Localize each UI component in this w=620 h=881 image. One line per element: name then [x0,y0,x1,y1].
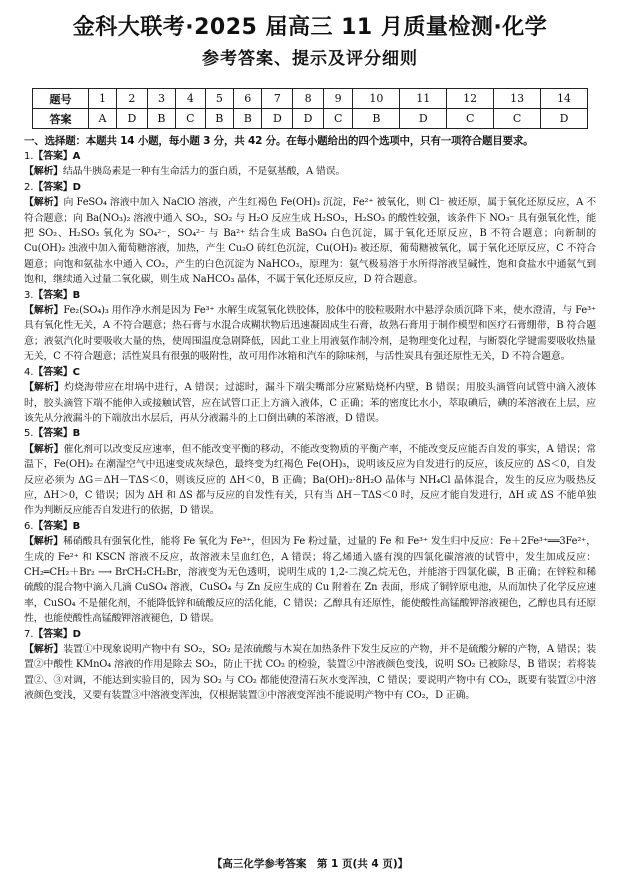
page-title: 金科大联考·2025 届高三 11 月质量检测·化学 [72,15,548,40]
question-number-cell: 14 [541,89,588,109]
answer-label: 【答案】D [33,181,81,193]
analysis-tag: 【解析】 [24,197,64,209]
row-label-answer: 答案 [33,109,89,129]
answer-cell: A [89,109,117,129]
analysis-paragraph [24,303,596,365]
analysis-paragraph [24,195,596,287]
analysis-paragraph [24,380,596,426]
question-number-cell: 6 [234,89,262,109]
answer-cell: D [116,109,147,129]
answer-cell: D [293,109,324,129]
question-number-cell: 5 [205,89,233,109]
question-block [24,288,596,365]
analysis-paragraph [24,642,596,704]
analysis-paragraph [24,534,596,626]
analysis-tag: 【解析】 [24,305,64,317]
answer-cell: D [541,109,588,129]
answer-cell: B [353,109,400,129]
question-number: 5. [24,428,34,440]
answer-table-number-row [33,89,588,109]
analysis-tag: 【解析】 [24,644,64,655]
question-number-cell: 3 [147,89,175,109]
question-number: 3. [24,289,34,301]
question-block [24,149,596,180]
answer-cell: B [205,109,233,129]
answer-line [24,627,596,642]
analysis-text: Fe₂(SO₄)₃ 用作净水剂是因为 Fe³⁺ 水解生成氢氧化铁胶体，胶体中的胶粒吸附水中悬浮杂质沉降下来，使水澄清，与 Fe³⁺ 具有氧化性无关，A 不符合题意；热石膏与水混合成糊状物后迅速凝固成生石膏，故熟石膏用于制作模型和医疗石膏绷带，B 符合题意；液氨汽化时要吸收大量的热，使周围温度急剧降低，因此工业上用液氨作制冷剂，是物理变化过程，与断裂化学键需要吸收热量无关，C 不符合题意；活性炭具有很强的吸附性，故可用作冰箱和汽车的除味剂，与活性炭具有强还原性无关，D 不符合题意。 [24,305,596,363]
question-number: 1. [24,151,34,162]
question-number: 6. [24,520,34,532]
analysis-text: 催化剂可以改变反应速率，但不能改变平衡的移动，不能改变物质的平衡产率，不能改变反应能否自发的事实，A 错误；常温下，Fe(OH)₂ 在潮湿空气中迅速变成灰绿色，最终变为红褐色 Fe(OH)₃，说明该反应为自发进行的反应，该反应的 ΔS＜0，自发反应必须为 ΔG＝ΔH－TΔS＜0，则该反应的 ΔH＜0，B 正确；Ba(OH)₂·8H₂O 晶体与 NH₄Cl 晶体混合，发生的反应为吸热反应，ΔH＞0，C 错误；因为 ΔH 和 ΔS 都与反应的自发性有关，只有当 ΔH－TΔS＜0 时，反应才能自发进行，ΔH 或 ΔS 不能单独作为判断反应能否自发进行的依据，D 错误。 [24,443,597,517]
question-number-cell: 2 [116,89,147,109]
analysis-paragraph [24,164,596,179]
question-number: 4. [24,366,34,378]
answer-line [24,426,596,441]
answer-line [24,365,596,380]
analysis-text: 灼烧海带应在坩埚中进行，A 错误；过滤时，漏斗下端尖嘴部分应紧贴烧杯内壁，B 错误；用胶头滴管向试管中滴入液体时，胶头滴管下端不能伸入或接触试管，应在试管口正上方滴入液体，C 正确；苯的密度比水小，萃取碘后，碘的苯溶液在上层，应该先从分液漏斗的下端放出水层后，再从分液漏斗的上口倒出碘的苯溶液，D 错误。 [24,382,596,424]
answer-cell: C [494,109,541,129]
analysis-text: 稀硝酸具有强氧化性，能将 Fe 氧化为 Fe³⁺，但因为 Fe 粉过量，过量的 Fe 和 Fe³⁺ 发生归中反应：Fe＋2Fe³⁺══3Fe²⁺，生成的 Fe²⁺ 和 KSCN 溶液不反应，故溶液未呈血红色，A 错误；将乙烯通入盛有溴的四氯化碳溶液的试管中，发生加成反应：CH₂═CH₂＋Br₂ ⟶ BrCH₂CH₂Br，溶液变为无色透明，说明生成的 1,2-二溴乙烷无色，并能溶于四氯化碳，B 正确；在锌粒和稀硫酸的混合物中滴入几滴 CuSO₄ 溶液，CuSO₄ 与 Zn 反应生成的 Cu 附着在 Zn 表面，形成了铜锌原电池，从而加快了化学反应速率，CuSO₄ 不是催化剂，不能降低锌和硫酸反应的活化能，C 错误；乙醇具有还原性，能使酸性高锰酸钾溶液褪色，乙醇也具有还原性，也能使酸性高锰酸钾溶液褪色，D 错误。 [24,536,597,625]
question-number-cell: 1 [89,89,117,109]
question-number-cell: 13 [494,89,541,109]
page-subtitle: 参考答案、提示及评分细则 [202,49,418,69]
question-number-cell: 10 [353,89,400,109]
row-label-number: 题号 [33,89,89,109]
answer-cell: C [176,109,205,129]
question-block [24,180,596,288]
question-number-cell: 12 [447,89,494,109]
answer-line [24,149,596,164]
question-block [24,426,596,518]
question-number-cell: 8 [293,89,324,109]
answer-table-answer-row [33,109,588,129]
answer-cell: D [262,109,293,129]
question-number: 7. [24,628,34,640]
answer-label: 【答案】B [33,428,81,440]
question-block [24,365,596,427]
answer-cell: C [323,109,352,129]
question-number: 2. [24,181,34,193]
analysis-text: 装置①中现象说明产物中有 SO₂，SO₂ 是浓硫酸与木炭在加热条件下发生反应的产物，并不是硫酸分解的产物，A 错误；装置②中酸性 KMnO₄ 溶液的作用是除去 SO₂，防止干扰 CO₂ 的检验，装置②中溶液颜色变浅，说明 SO₂ 已被除尽，B 错误；若将装置②、③对调，不能达到实验目的，因为 SO₂ 与 CO₂ 都能使澄清石灰水变浑浊，C 错误；要说明产物中有 CO₂，既要有装置②中溶液颜色变浅，又要有装置③中溶液变浑浊，仅根据装置③中溶液变浑浊不能说明产物中有 CO₂，D 正确。 [24,644,597,702]
answer-cell: B [147,109,175,129]
answer-cell: D [400,109,447,129]
answer-cell: B [234,109,262,129]
analysis-paragraph [24,442,596,519]
answer-label: 【答案】C [33,366,80,378]
answer-line [24,288,596,303]
answer-line [24,519,596,534]
answer-table [32,88,588,129]
question-block [24,519,596,627]
question-number-cell: 11 [400,89,447,109]
analysis-tag: 【解析】 [24,166,63,178]
answer-line [24,180,596,195]
answer-label: 【答案】B [33,520,81,532]
analysis-tag: 【解析】 [24,536,64,548]
section-heading: 一、选择题：本题共 14 小题，每小题 3 分，共 42 分。在每小题给出的四个选项中，只有一项符合题目要求。 [24,135,534,147]
answer-cell: C [447,109,494,129]
analysis-text: 向 FeSO₄ 溶液中加入 NaClO 溶液，产生红褐色 Fe(OH)₃ 沉淀，Fe²⁺ 被氧化，则 Cl⁻ 被还原，属于氧化还原反应，A 不符合题意；向 Ba(NO₃)₂ 溶液中通入 SO₂，SO₂ 与 H₂O 反应生成 H₂SO₃，H₂SO₃ 的酸性较强，该条件下 NO₃⁻ 具有强氧化性，能把 SO₂、H₂SO₃ 氧化为 SO₄²⁻，SO₄²⁻ 与 Ba²⁺ 结合生成 BaSO₄ 白色沉淀，属于氧化还原反应，B 不符合题意；向新制的 Cu(OH)₂ 浊液中加入葡萄糖溶液，加热，产生 Cu₂O 砖红色沉淀，Cu(OH)₂ 被还原，葡萄糖被氧化，属于氧化还原反应，C 不符合题意；向饱和氨盐水中通入 CO₂，产生的白色沉淀为 NaHCO₃，原理为：氨气极易溶于水所得溶液呈碱性，饱和食盐水中通氨气到饱和，继续通入过量二氧化碳，则生成 NaHCO₃ 晶体，不属于氧化还原反应，D 符合题意。 [24,197,596,286]
analysis-text: 结晶牛胰岛素是一种有生命活力的蛋白质，不是氨基酸，A 错误。 [62,166,346,178]
questions-list [24,149,596,704]
answer-label: 【答案】A [33,151,81,162]
question-number-cell: 4 [176,89,205,109]
question-block [24,627,596,704]
question-number-cell: 7 [262,89,293,109]
question-number-cell: 9 [323,89,352,109]
answer-label: 【答案】D [33,628,81,640]
page-footer: 【高三化学参考答案 第 1 页(共 4 页)】 [211,858,409,870]
answer-label: 【答案】B [33,289,81,301]
analysis-tag: 【解析】 [24,382,65,394]
analysis-tag: 【解析】 [24,443,64,455]
